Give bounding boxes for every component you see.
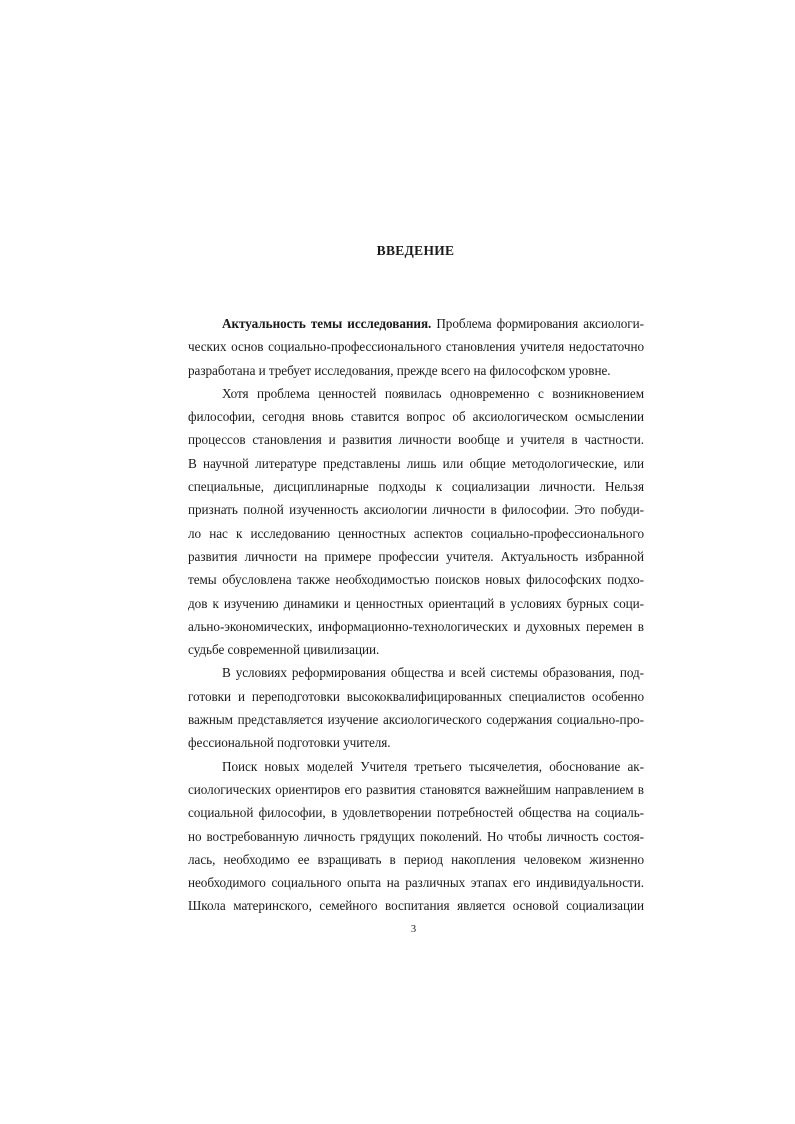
page-title: ВВЕДЕНИЕ — [376, 243, 455, 258]
text-line: Проблема формирования аксиологи- — [431, 316, 644, 331]
page-number: 3 — [410, 924, 417, 935]
text-line: лась, необходимо ее взращивать в период накопления человеком жизненно — [188, 851, 644, 867]
text-line: дов к изучению динамики и ценностных ориентаций в условиях бурных соци- — [188, 595, 644, 611]
text-line: ческих основ социально-профессионального становления учителя недостаточно — [188, 339, 644, 355]
text-line: философии, сегодня вновь ставится вопрос об аксиологическом осмыслении — [188, 409, 644, 425]
paragraph-1-line-1 — [188, 312, 644, 335]
text-line: Хотя проблема ценностей появилась одновременно с возникновением — [222, 385, 644, 401]
text-line: сиологических ориентиров его развития становятся важнейшим направлением в — [188, 781, 644, 797]
text-line: темы обусловлена также необходимостью поисков новых философских подхо- — [188, 572, 644, 588]
text-line: Школа материнского, семейного воспитания является основой социализации — [188, 898, 644, 914]
text-line: судьбе современной цивилизации. — [188, 642, 380, 658]
text-line: признать полной изученность аксиологии личности в философии. Это побуди- — [188, 502, 644, 518]
section-lead: Актуальность темы исследования. — [222, 316, 432, 331]
text-line: необходимого социального опыта на различных этапах его индивидуальности. — [188, 875, 644, 891]
text-line: В научной литературе представлены лишь или общие методологические, или — [188, 455, 644, 471]
body-text — [188, 312, 644, 918]
text-line: разработана и требует исследования, прежде всего на философском уровне. — [188, 362, 611, 378]
text-line: процессов становления и развития личности вообще и учителя в частности. — [188, 432, 644, 448]
text-line: специальные, дисциплинарные подходы к социализации личности. Нельзя — [188, 479, 644, 495]
text-line: но востребованную личность грядущих поколений. Но чтобы личность состоя- — [188, 828, 644, 844]
text-line: развития личности на примере профессии учителя. Актуальность избранной — [188, 548, 644, 564]
text-line: ло нас к исследованию ценностных аспектов социально-профессионального — [188, 525, 644, 541]
text-line: фессиональной подготовки учителя. — [188, 735, 391, 751]
text-line: готовки и переподготовки высококвалифицированных специалистов особенно — [188, 688, 644, 704]
text-line: Поиск новых моделей Учителя третьего тысячелетия, обоснование ак- — [222, 758, 644, 774]
text-line: важным представляется изучение аксиологического содержания социально-про- — [188, 712, 644, 728]
text-line: социальной философии, в удовлетворении потребностей общества на социаль- — [188, 805, 644, 821]
text-line: В условиях реформирования общества и всей системы образования, под- — [222, 665, 644, 681]
text-line: ально-экономических, информационно-технологических и духовных перемен в — [188, 618, 644, 634]
